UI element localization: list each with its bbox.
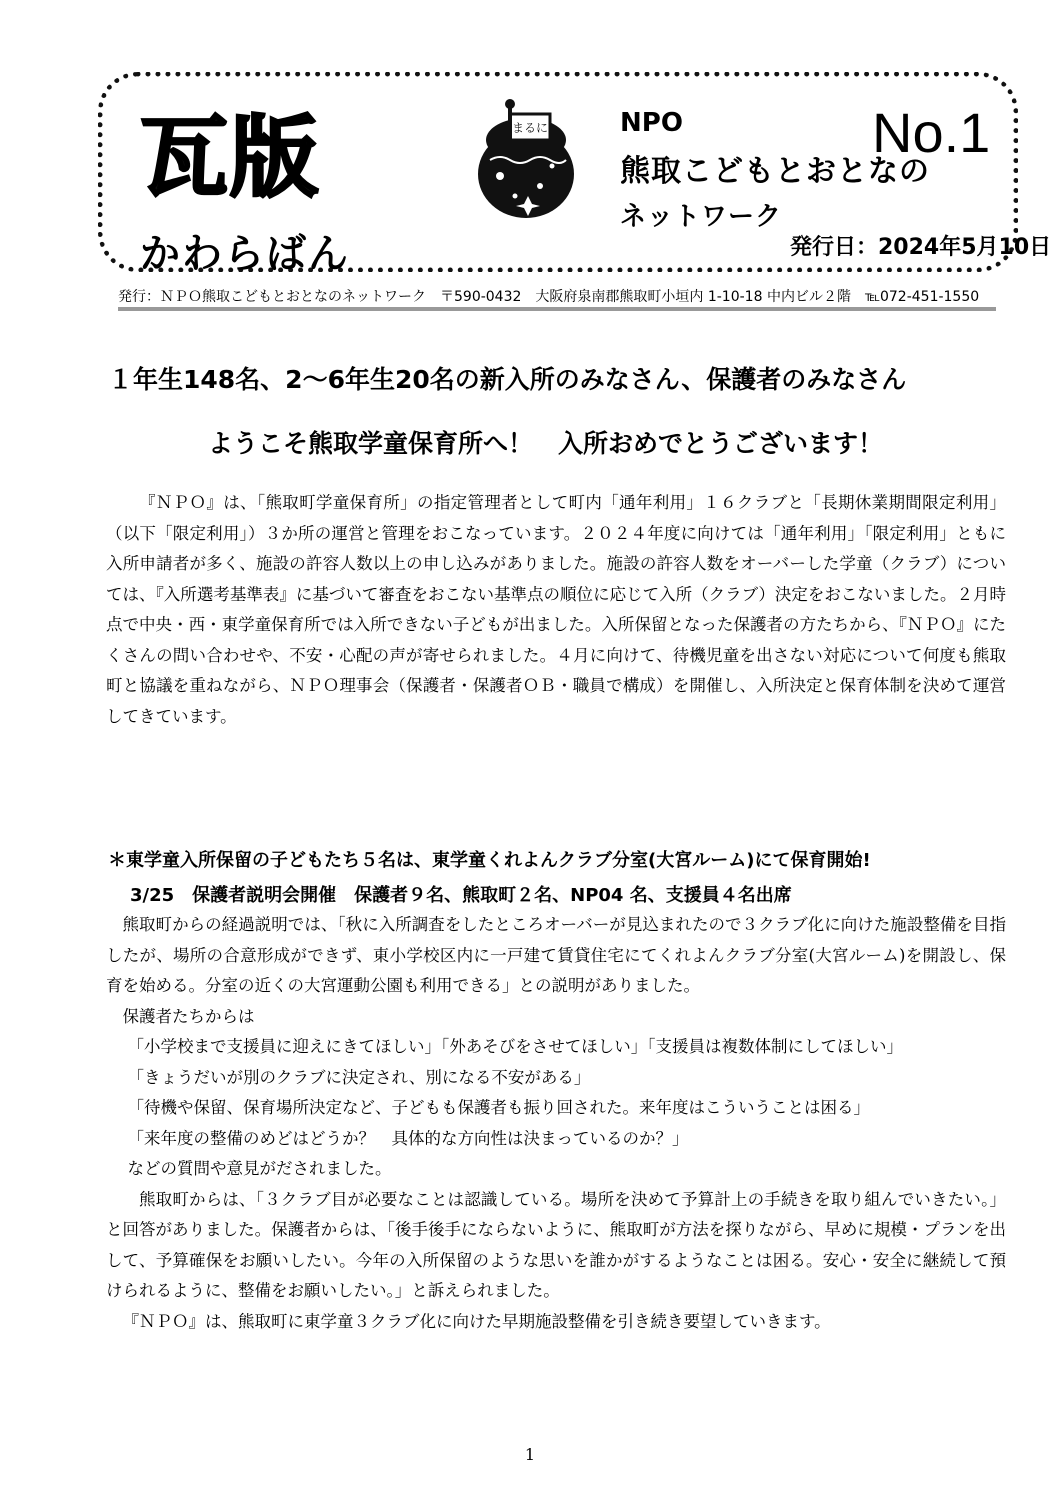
section-paragraph: 『ＮＰＯ』は、熊取町に東学童３クラブ化に向けた早期施設整備を引き続き要望していきます。 [122,1311,831,1331]
quote-item: 「待機や保留、保育場所決定など、子どもも保護者も振り回された。来年度はこういうことは困る」 [127,1098,870,1117]
quote-item: 「小学校まで支援員に迎えにきてほしい」「外あそびをさせてほしい」「支援員は複数体制にしてほしい」 [127,1037,903,1056]
org-name-line1: 熊取こどもとおとなの [620,154,930,189]
headline-line1: １年生148名、2～6年生20名の新入所のみなさん、保護者のみなさん [108,365,907,394]
mascot-icon [470,96,582,226]
headline-line2: ようこそ熊取学童保育所へ！ 入所おめでとうございます！ [208,429,884,458]
intro-paragraph: 『ＮＰＯ』は、「熊取町学童保育所」の指定管理者として町内「通年利用」１６クラブと「長期休業期間限定利用」（以下「限定利用」）３か所の運営と管理をおこなっています。２０２４年度に向けては「通年利用」「限定利用」ともに入所申請者が多く、施設の許容人数以上の申し込みがありました。施設の許容人数をオーバーした学童（クラブ）については、『入所選考基準表』に基づいて審査をおこない基準点の順位に応じて入所（クラブ）決定をおこないました。２月時点で中央・西・東学童保育所では入所できない子どもが出ました。入所保留となった保護者の方たちから、『ＮＰＯ』にたくさんの問い合わせや、不安・心配の声が寄せられました。４月に向けて、待機児童を出さない対応について何度も熊取町と協議を重ねながら、ＮＰＯ理事会（保護者・保護者ＯＢ・職員で構成）を開催し、入所決定と保育体制を決めて運営してきています。 [106,493,1007,726]
npo-label: NPO [620,108,683,138]
section-subtitle: 3/25 保護者説明会開催 保護者９名、熊取町２名、NP04 名、支援員４名出席 [130,885,792,906]
section-body [106,910,1006,1337]
issue-date: 発行日：2024年5月10日 [790,235,1052,260]
section-paragraph: などの質問や意見がだされました。 [127,1159,392,1178]
divider [118,307,996,311]
section-paragraph: 熊取町からは、「３クラブ目が必要なことは認識している。場所を決めて予算計上の手続きを取り組んでいきたい。」と回答がありました。保護者からは、「後手後手にならないように、熊取町が方法を探りながら、早めに規模・プランを出して、予算確保をお願いしたい。今年の入所保留のような思いを誰かがするようなことは困る。安心・安全に継続して預けられるように、整備をお願いしたい。」と訴えられました。 [106,1189,1007,1300]
newsletter-title: 瓦版 [140,106,321,209]
section-paragraph: 保護者たちからは [122,1006,255,1026]
issue-number: No.1 [872,101,991,164]
section-title: ＊東学童入所保留の子どもたち５名は、東学童くれよんクラブ分室(大宮ルーム)にて保育開始! [108,850,871,871]
publisher-line: 発行：ＮＰＯ熊取こどもとおとなのネットワーク 〒590-0432 大阪府泉南郡熊取町小垣内 1-10-18 中内ビル２階 ℡072-451-1550 [118,289,980,305]
mascot-flag-text: まるに [511,121,549,135]
quote-item: 「来年度の整備のめどはどうか？ 具体的な方向性は決まっているのか？」 [127,1128,689,1148]
newsletter-subtitle: かわらばん [140,231,350,277]
section-paragraph: 熊取町からの経過説明では、「秋に入所調査をしたところオーバーが見込まれたので３クラブ化に向けた施設整備を目指したが、場所の合意形成ができず、東小学校区内に一戸建て賃貸住宅にてくれよんクラブ分室(大宮ルーム)を開設し、保育を始める。分室の近くの大宮運動公園も利用できる」との説明がありました。 [106,915,1006,995]
page-number: 1 [524,1445,536,1464]
quote-item: 「きょうだいが別のクラブに決定され、別になる不安がある」 [127,1067,591,1087]
org-name-line2: ネットワーク [620,202,783,232]
